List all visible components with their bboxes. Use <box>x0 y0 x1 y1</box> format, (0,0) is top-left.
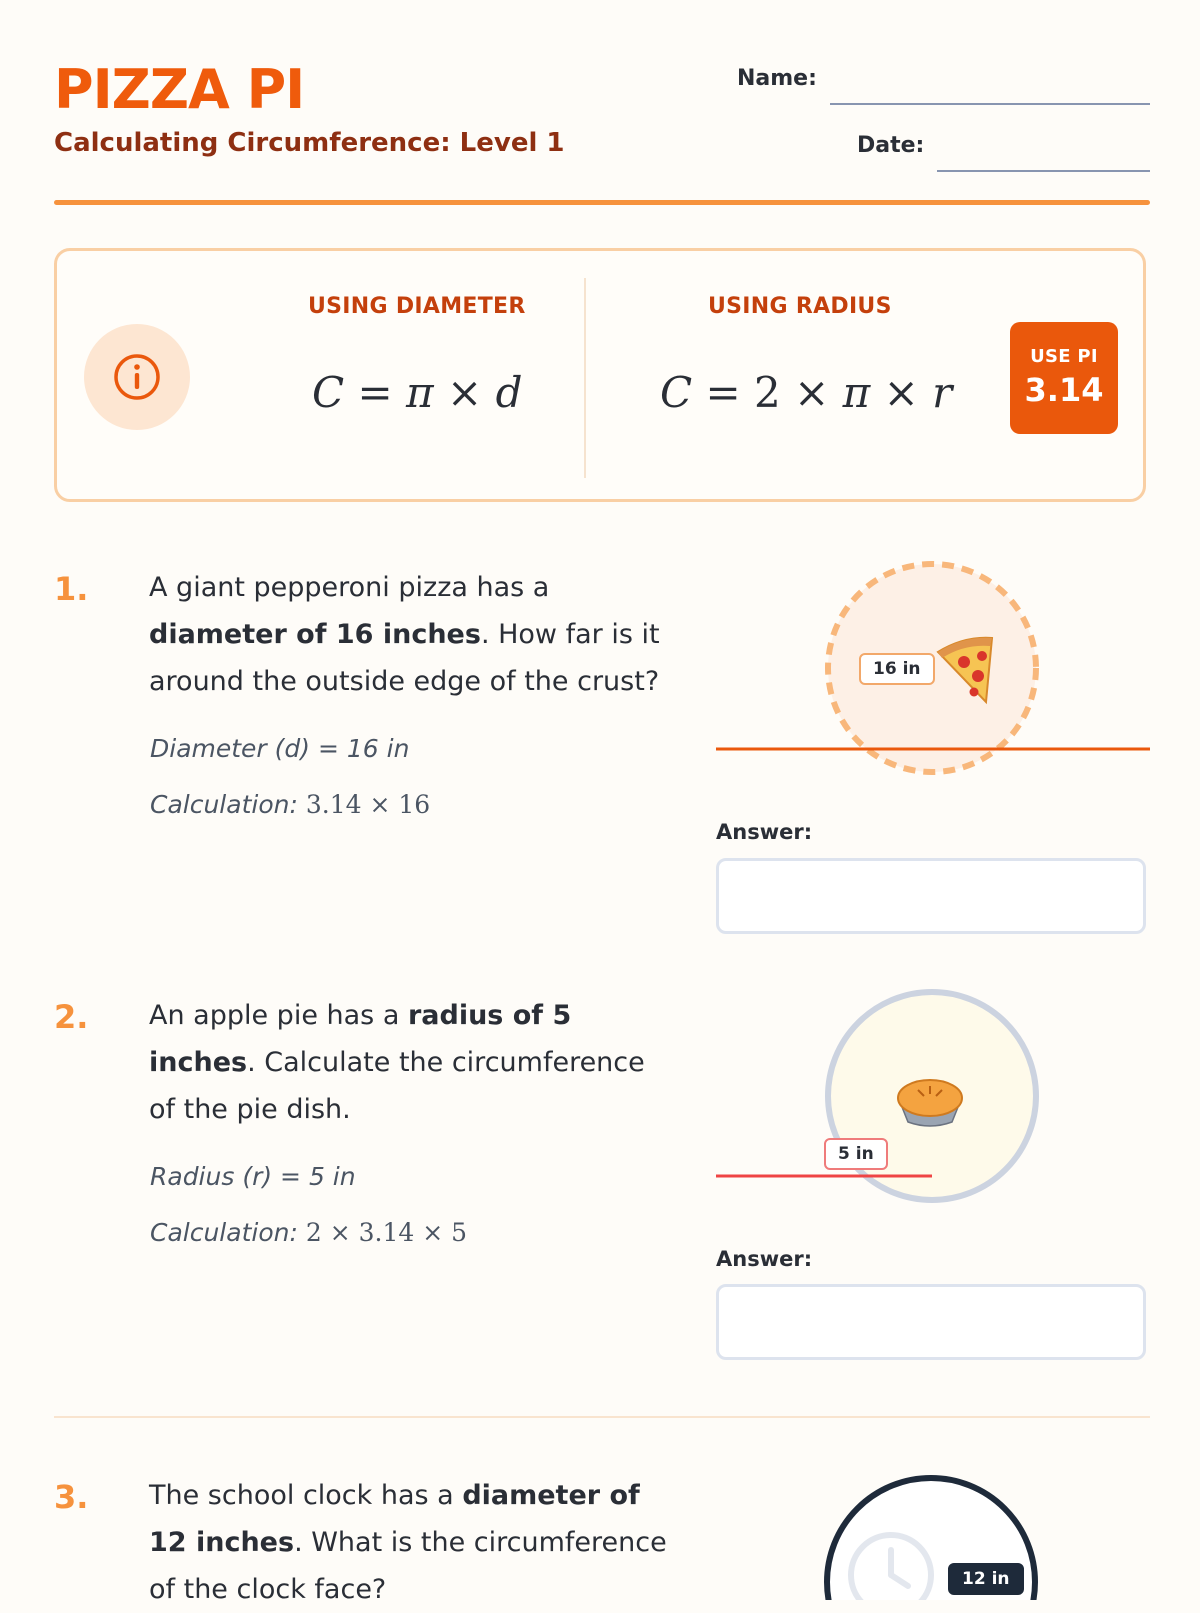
problem-number: 1. <box>54 570 89 608</box>
name-label: Name: <box>737 66 817 91</box>
problem-number: 2. <box>54 998 89 1036</box>
pizza-slice-icon <box>934 632 996 708</box>
diameter-formula: C = π × d <box>312 368 523 417</box>
measurement-tag: 12 in <box>948 1563 1024 1595</box>
answer-input[interactable] <box>716 858 1146 934</box>
given-value: Radius (r) = 5 in <box>150 1162 356 1191</box>
calculation: Calculation: 3.14 × 16 <box>150 790 431 819</box>
problem-text: A giant pepperoni pizza has a diameter of 16 inches. How far is it around the outside edge of the crust? <box>149 572 660 697</box>
info-icon <box>84 324 190 430</box>
answer-label: Answer: <box>716 820 813 844</box>
date-label: Date: <box>857 133 925 158</box>
radius-formula: C = 2 × π × r <box>660 368 953 417</box>
date-field-line[interactable] <box>937 170 1150 172</box>
problem-text: The school clock has a diameter of 12 inches. What is the circumference of the clock face? <box>149 1480 667 1605</box>
header-divider <box>54 200 1150 205</box>
pi-value-badge <box>1010 322 1118 434</box>
diameter-formula-label: USING DIAMETER <box>308 294 526 319</box>
pie-icon <box>894 1068 966 1132</box>
measurement-tag: 16 in <box>859 653 935 685</box>
measurement-tag: 5 in <box>824 1138 888 1170</box>
problem-number: 3. <box>54 1478 89 1516</box>
problem-text: An apple pie has a radius of 5 inches. Calculate the circumference of the pie dish. <box>149 1000 645 1125</box>
pi-badge-label: USE PI <box>1030 346 1098 367</box>
clock-icon <box>846 1530 936 1600</box>
formula-panel <box>54 248 1146 502</box>
worksheet-subtitle: Calculating Circumference: Level 1 <box>54 128 565 158</box>
answer-input[interactable] <box>716 1284 1146 1360</box>
worksheet-title: PIZZA PI <box>54 58 305 121</box>
section-divider <box>54 1416 1150 1418</box>
calculation: Calculation: 2 × 3.14 × 5 <box>150 1218 468 1247</box>
radius-formula-label: USING RADIUS <box>708 294 892 319</box>
name-field-line[interactable] <box>830 103 1150 105</box>
pi-badge-value: 3.14 <box>1024 371 1104 409</box>
formula-divider <box>584 278 586 478</box>
answer-label: Answer: <box>716 1247 813 1271</box>
given-value: Diameter (d) = 16 in <box>150 734 410 763</box>
